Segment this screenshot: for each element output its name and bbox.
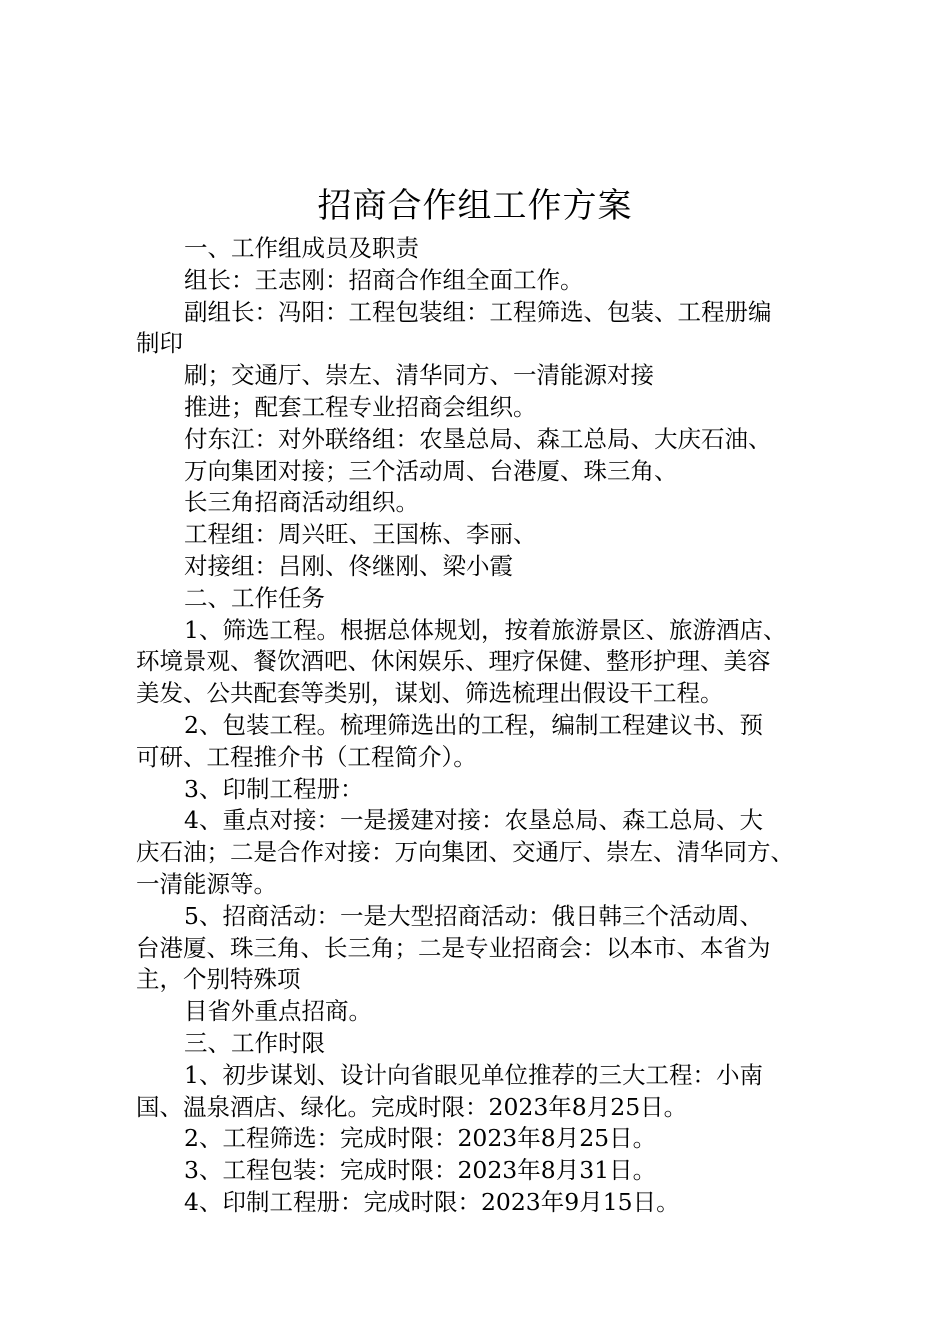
document-line: 可研、工程推介书（工程简介）。 [136, 742, 477, 771]
document-line: 环境景观、餐饮酒吧、休闲娱乐、理疗保健、整形护理、美容 [136, 647, 771, 676]
document-line: 3、工程包装：完成时限：2023年8月31日。 [184, 1156, 657, 1185]
document-line: 三、工作时限 [184, 1028, 325, 1057]
document-line: 目省外重点招商。 [184, 997, 372, 1026]
document-line: 制印 [136, 329, 183, 358]
document-line: 对接组：吕刚、佟继刚、梁小霞 [184, 551, 513, 580]
document-line: 美发、公共配套等类别，谋划、筛选梳理出假设干工程。 [136, 679, 724, 708]
document-line: 3、印制工程册： [184, 774, 364, 803]
document-line: 长三角招商活动组织。 [184, 488, 419, 517]
document-line: 2、工程筛选：完成时限：2023年8月25日。 [184, 1124, 657, 1153]
document-line: 组长：王志刚：招商合作组全面工作。 [184, 265, 584, 294]
document-line: 2、包装工程。梳理筛选出的工程，编制工程建议书、预 [184, 710, 763, 739]
document-body [136, 233, 836, 1219]
document-line: 一清能源等。 [136, 869, 277, 898]
document-line: 二、工作任务 [184, 583, 325, 612]
document-line: 4、印制工程册：完成时限：2023年9月15日。 [184, 1187, 680, 1216]
document-line: 刷；交通厅、崇左、清华同方、一清能源对接 [184, 361, 654, 390]
document-title: 招商合作组工作方案 [317, 186, 633, 226]
document-line: 一、工作组成员及职责 [184, 234, 419, 262]
document-line: 5、招商活动：一是大型招商活动：俄日韩三个活动周、 [184, 901, 763, 930]
document-line: 工程组：周兴旺、王国栋、李丽、 [184, 520, 537, 549]
document-line: 台港厦、珠三角、长三角；二是专业招商会：以本市、本省为 [136, 933, 771, 962]
document-line: 付东江：对外联络组：农垦总局、森工总局、大庆石油、 [184, 424, 772, 453]
document-line: 万向集团对接；三个活动周、台港厦、珠三角、 [184, 456, 678, 485]
document-line: 1、筛选工程。根据总体规划，按着旅游景区、旅游酒店、 [184, 615, 787, 644]
document-line: 国、温泉酒店、绿化。完成时限：2023年8月25日。 [136, 1092, 688, 1121]
document-line: 庆石油；二是合作对接：万向集团、交通厅、崇左、清华同方、 [136, 838, 794, 867]
document-line: 副组长：冯阳：工程包装组：工程筛选、包装、工程册编 [184, 297, 772, 326]
document-line: 4、重点对接：一是援建对接：农垦总局、森工总局、大 [184, 806, 763, 835]
document-line: 1、初步谋划、设计向省眼见单位推荐的三大工程：小南 [184, 1060, 763, 1089]
document-line: 主，个别特殊项 [136, 965, 301, 994]
document-line: 推进；配套工程专业招商会组织。 [184, 392, 537, 421]
